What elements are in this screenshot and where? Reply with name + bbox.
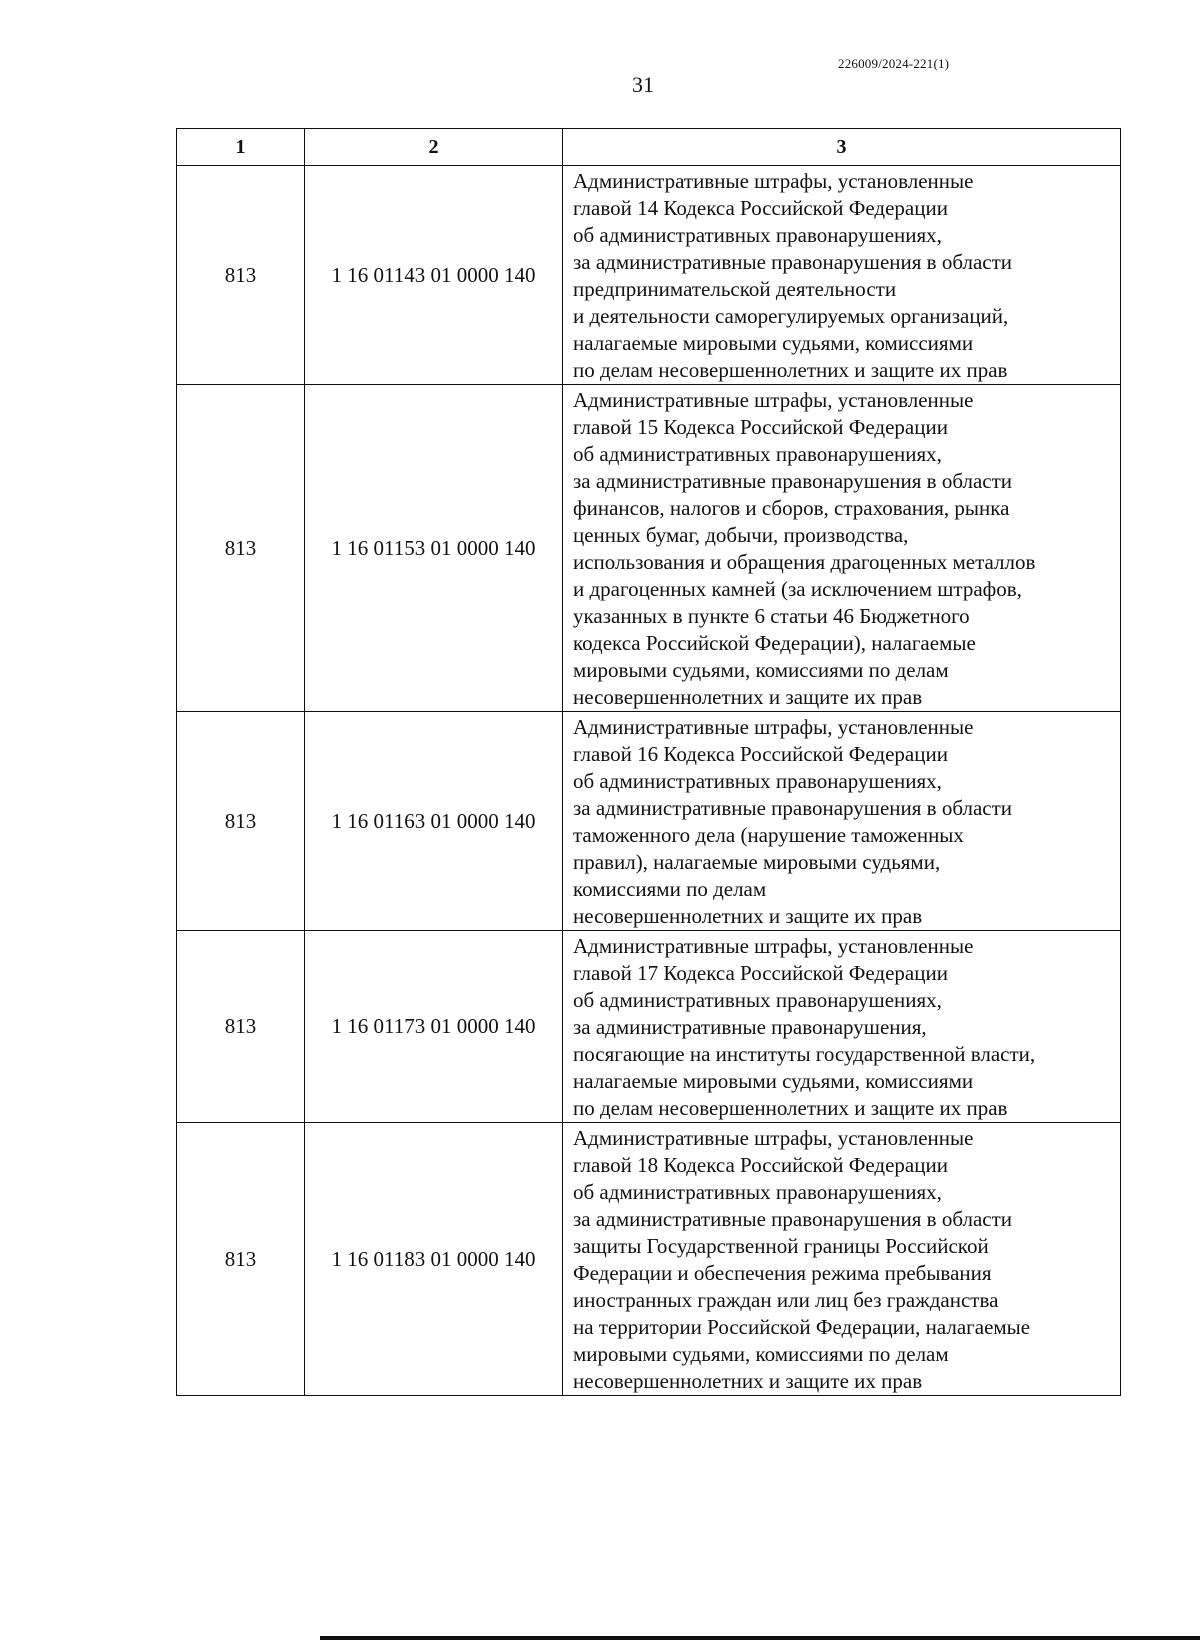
table-row xyxy=(177,385,1121,712)
description-cell: Административные штрафы, установленные главой 16 Кодекса Российской Федерации об административных правонарушениях, за административные правонарушения в области таможенного дела (нарушение таможенных правил), налагаемые мировыми судьями, комиссиями по делам несовершеннолетних и защите их прав xyxy=(563,712,1121,931)
revenue-code-cell: 1 16 01183 01 0000 140 xyxy=(305,1123,563,1396)
table-row xyxy=(177,931,1121,1123)
admin-code-cell: 813 xyxy=(177,1123,305,1396)
revenue-code-cell: 1 16 01163 01 0000 140 xyxy=(305,712,563,931)
column-header-3: 3 xyxy=(563,129,1121,166)
description-cell: Административные штрафы, установленные главой 15 Кодекса Российской Федерации об административных правонарушениях, за административные правонарушения в области финансов, налогов и сборов, страхования, рынка ценных бумаг, добычи, производства, использования и обращения драгоценных металлов и драгоценных камней (за исключением штрафов, указанных в пункте 6 статьи 46 Бюджетного кодекса Российской Федерации), налагаемые мировыми судьями, комиссиями по делам несовершеннолетних и защите их прав xyxy=(563,385,1121,712)
revenue-code-cell: 1 16 01173 01 0000 140 xyxy=(305,931,563,1123)
page-number: 31 xyxy=(632,72,654,97)
column-header-1: 1 xyxy=(177,129,305,166)
description-cell: Административные штрафы, установленные главой 17 Кодекса Российской Федерации об административных правонарушениях, за административные правонарушения, посягающие на институты государственной власти, налагаемые мировыми судьями, комиссиями по делам несовершеннолетних и защите их прав xyxy=(563,931,1121,1123)
admin-code-cell: 813 xyxy=(177,385,305,712)
admin-code-cell: 813 xyxy=(177,712,305,931)
revenue-code-cell: 1 16 01153 01 0000 140 xyxy=(305,385,563,712)
revenue-code-cell: 1 16 01143 01 0000 140 xyxy=(305,166,563,385)
document-id: 226009/2024-221(1) xyxy=(838,56,950,71)
table-row xyxy=(177,166,1121,385)
column-header-2: 2 xyxy=(305,129,563,166)
description-cell: Административные штрафы, установленные главой 14 Кодекса Российской Федерации об административных правонарушениях, за административные правонарушения в области предпринимательской деятельности и деятельности саморегулируемых организаций, налагаемые мировыми судьями, комиссиями по делам несовершеннолетних и защите их прав xyxy=(563,166,1121,385)
table-row xyxy=(177,712,1121,931)
scan-edge-line xyxy=(320,1636,1200,1640)
table-row xyxy=(177,1123,1121,1396)
table-header-row xyxy=(177,129,1121,166)
description-cell: Административные штрафы, установленные главой 18 Кодекса Российской Федерации об административных правонарушениях, за административные правонарушения в области защиты Государственной границы Российской Федерации и обеспечения режима пребывания иностранных граждан или лиц без гражданства на территории Российской Федерации, налагаемые мировыми судьями, комиссиями по делам несовершеннолетних и защите их прав xyxy=(563,1123,1121,1396)
admin-code-cell: 813 xyxy=(177,166,305,385)
admin-code-cell: 813 xyxy=(177,931,305,1123)
fees-table xyxy=(176,128,1121,1396)
